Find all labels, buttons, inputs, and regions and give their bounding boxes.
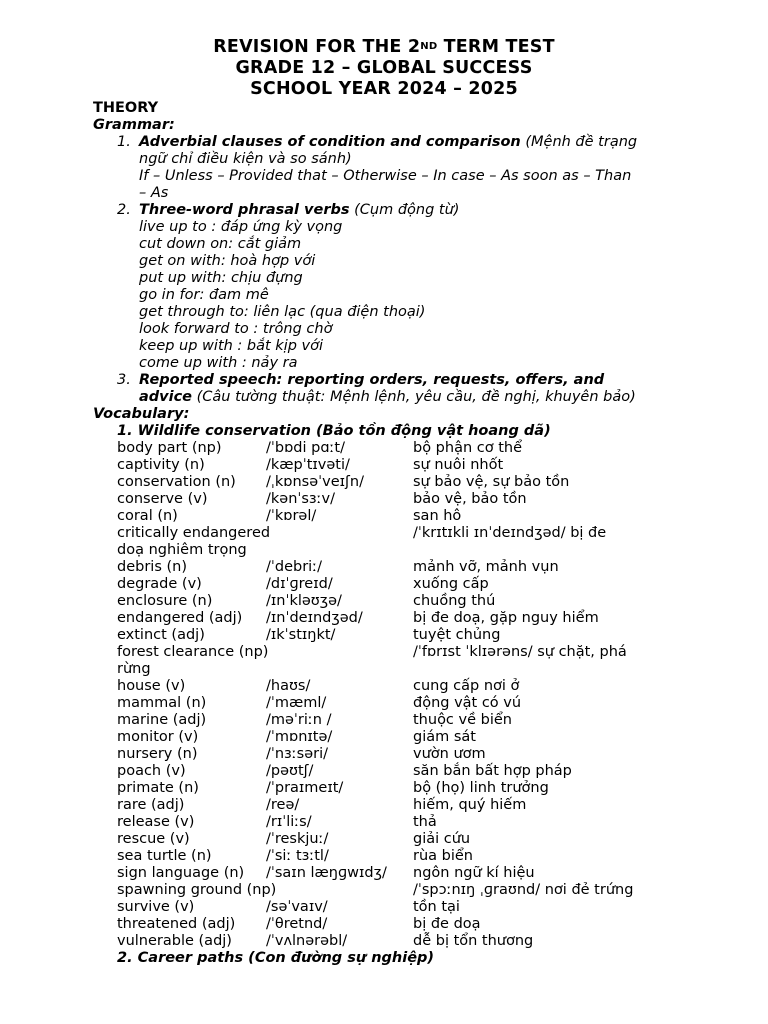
vocab-word: threatened (adj) [117, 916, 236, 932]
grammar-item-number: 3. [117, 372, 131, 388]
vocab-ipa: /ˈsiː tɜːtl/ [266, 848, 329, 864]
vocab-ipa: /ɪnˈkləʊʒə/ [266, 593, 342, 609]
phrasal-verb-item: go in for: đam mê [139, 287, 269, 303]
vocab-meaning: /ˈkrɪtɪkli ɪnˈdeɪndʒəd/ bị đe [413, 525, 607, 541]
vocab-word: critically endangered [117, 525, 271, 541]
vocab-ipa: /ˈsaɪn læŋɡwɪdʒ/ [266, 865, 387, 881]
vocab-meaning: hiếm, quý hiếm [413, 797, 527, 813]
vocab-word: debris (n) [117, 559, 187, 575]
vocab-meaning: săn bắn bất hợp pháp [413, 763, 572, 779]
vocab-word: mammal (n) [117, 695, 207, 711]
vocab-word: coral (n) [117, 508, 178, 524]
vocab-word: doạ nghiêm trọng [117, 542, 247, 558]
vocab-word: sign language (n) [117, 865, 245, 881]
vocab-meaning: tuyệt chủng [413, 627, 501, 643]
phrasal-verb-item: cut down on: cắt giảm [139, 236, 302, 252]
vocab-ipa: /ˈvʌlnərəbl/ [266, 933, 348, 949]
phrasal-verb-item: live up to : đáp ứng kỳ vọng [139, 219, 343, 235]
phrasal-verb-item: look forward to : trông chờ [139, 321, 333, 337]
vocab-word: captivity (n) [117, 457, 205, 473]
vocab-word: rare (adj) [117, 797, 185, 813]
vocab-ipa: /ˈmɒnɪtə/ [266, 729, 333, 745]
vocab-meaning: /ˈspɔːnɪŋ ˌɡraʊnd/ nơi đẻ trứng [413, 882, 634, 898]
vocab-word: rừng [117, 661, 151, 677]
grammar-item-number: 1. [117, 134, 131, 150]
vocab-meaning: chuồng thú [413, 593, 496, 609]
grammar-item-2: Three-word phrasal verbs (Cụm động từ) [139, 202, 460, 218]
vocab-ipa: /rɪˈliːs/ [266, 814, 312, 830]
vocab-meaning: giải cứu [413, 831, 471, 847]
vocab-meaning: cung cấp nơi ở [413, 678, 520, 694]
vocab-ipa: /ˈθretnd/ [266, 916, 328, 932]
vocab-word: spawning ground (np) [117, 882, 277, 898]
vocab-word: conserve (v) [117, 491, 208, 507]
vocab-ipa: /məˈriːn / [266, 712, 332, 728]
vocab-meaning: san hô [413, 508, 462, 524]
vocab-ipa: /pəʊtʃ/ [266, 763, 314, 779]
phrasal-verb-item: get on with: hoà hợp với [139, 253, 316, 269]
vocab-word: primate (n) [117, 780, 199, 796]
phrasal-verb-item: come up with : nảy ra [139, 355, 298, 371]
vocab-word: release (v) [117, 814, 195, 830]
vocab-meaning: giám sát [413, 729, 476, 745]
vocab-meaning: bộ phận cơ thể [413, 440, 523, 456]
vocab-meaning: sự bảo vệ, sự bảo tồn [413, 474, 570, 490]
phrasal-verb-item: put up with: chịu đựng [139, 270, 303, 286]
vocab-ipa: /ˈpraɪmeɪt/ [266, 780, 344, 796]
vocab-word: extinct (adj) [117, 627, 205, 643]
grammar-item-1-note: ngữ chỉ điều kiện và so sánh) [139, 151, 352, 167]
phrasal-verb-item: keep up with : bắt kịp với [139, 338, 324, 354]
vocab-meaning: thả [413, 814, 437, 830]
theory-heading: THEORY [93, 100, 159, 116]
vocab-ipa: /reə/ [266, 797, 300, 813]
vocab-meaning: sự nuôi nhốt [413, 457, 504, 473]
vocab-word: nursery (n) [117, 746, 198, 762]
vocab-ipa: /ˈdebriː/ [266, 559, 322, 575]
vocab-ipa: /ɪkˈstɪŋkt/ [266, 627, 336, 643]
vocab-word: forest clearance (np) [117, 644, 269, 660]
vocab-word: conservation (n) [117, 474, 236, 490]
vocab-ipa: /ˈmæml/ [266, 695, 327, 711]
grammar-item-3: Reported speech: reporting orders, requests, offers, and [139, 372, 605, 388]
vocab-ipa: /ˈreskjuː/ [266, 831, 329, 847]
vocab-meaning: bảo vệ, bảo tồn [413, 491, 527, 507]
vocab-word: degrade (v) [117, 576, 202, 592]
vocab-word: survive (v) [117, 899, 195, 915]
vocab-meaning: bị đe doạ, gặp nguy hiểm [413, 610, 599, 626]
vocab-meaning: bị đe doạ [413, 916, 481, 932]
vocab-word: house (v) [117, 678, 186, 694]
vocab-meaning: dễ bị tổn thương [413, 933, 534, 949]
vocab-ipa: /haʊs/ [266, 678, 311, 694]
vocab-section-2: 2. Career paths (Con đường sự nghiệp) [117, 950, 435, 966]
vocab-meaning: thuộc về biển [413, 712, 512, 728]
vocab-ipa: /səˈvaɪv/ [266, 899, 328, 915]
vocab-word: rescue (v) [117, 831, 190, 847]
vocab-word: poach (v) [117, 763, 186, 779]
vocab-ipa: /ˈbɒdi pɑːt/ [266, 440, 345, 456]
vocab-meaning: động vật có vú [413, 695, 522, 711]
vocab-word: monitor (v) [117, 729, 199, 745]
doc-title-line1: REVISION FOR THE 2ND TERM TEST [213, 37, 555, 57]
vocab-meaning: tồn tại [413, 899, 460, 915]
vocab-meaning: bộ (họ) linh trưởng [413, 780, 549, 796]
superscript-nd: ND [420, 41, 438, 52]
conjunction-list: If – Unless – Provided that – Otherwise – In case – As soon as – Than [139, 168, 632, 184]
vocab-word: sea turtle (n) [117, 848, 212, 864]
vocab-ipa: /ˈkɒrəl/ [266, 508, 317, 524]
phrasal-verb-item: get through to: liên lạc (qua điện thoại) [139, 304, 426, 320]
vocab-meaning: vườn ươm [413, 746, 486, 762]
vocab-ipa: /ˌkɒnsəˈveɪʃn/ [266, 474, 364, 490]
vocab-meaning: ngôn ngữ kí hiệu [413, 865, 535, 881]
grammar-item-3-cont: advice (Câu tường thuật: Mệnh lệnh, yêu cầu, đề nghị, khuyên bảo) [139, 389, 636, 405]
vocab-ipa: /kənˈsɜːv/ [266, 491, 335, 507]
vocab-section-1: 1. Wildlife conservation (Bảo tồn động vật hoang dã) [117, 423, 551, 439]
vocab-meaning: xuống cấp [413, 576, 489, 592]
vocab-word: body part (np) [117, 440, 222, 456]
vocab-word: vulnerable (adj) [117, 933, 232, 949]
vocab-meaning: /ˈfɒrɪst ˈklɪərəns/ sự chặt, phá [413, 644, 627, 660]
grammar-item-1: Adverbial clauses of condition and comparison (Mệnh đề trạng [139, 134, 638, 150]
vocab-ipa: /ˈnɜːsəri/ [266, 746, 329, 762]
vocab-word: endangered (adj) [117, 610, 243, 626]
vocab-ipa: /ɪnˈdeɪndʒəd/ [266, 610, 363, 626]
vocab-meaning: rùa biển [413, 848, 473, 864]
conjunction-list-cont: – As [139, 185, 169, 201]
vocab-ipa: /dɪˈɡreɪd/ [266, 576, 333, 592]
vocabulary-heading: Vocabulary: [93, 406, 190, 422]
doc-title-line2: GRADE 12 – GLOBAL SUCCESS [235, 58, 533, 78]
vocab-ipa: /kæpˈtɪvəti/ [266, 457, 350, 473]
grammar-item-number: 2. [117, 202, 131, 218]
doc-title-line3: SCHOOL YEAR 2024 – 2025 [250, 79, 518, 99]
grammar-heading: Grammar: [93, 117, 175, 133]
vocab-word: enclosure (n) [117, 593, 213, 609]
vocab-word: marine (adj) [117, 712, 207, 728]
vocab-meaning: mảnh vỡ, mảnh vụn [413, 559, 559, 575]
